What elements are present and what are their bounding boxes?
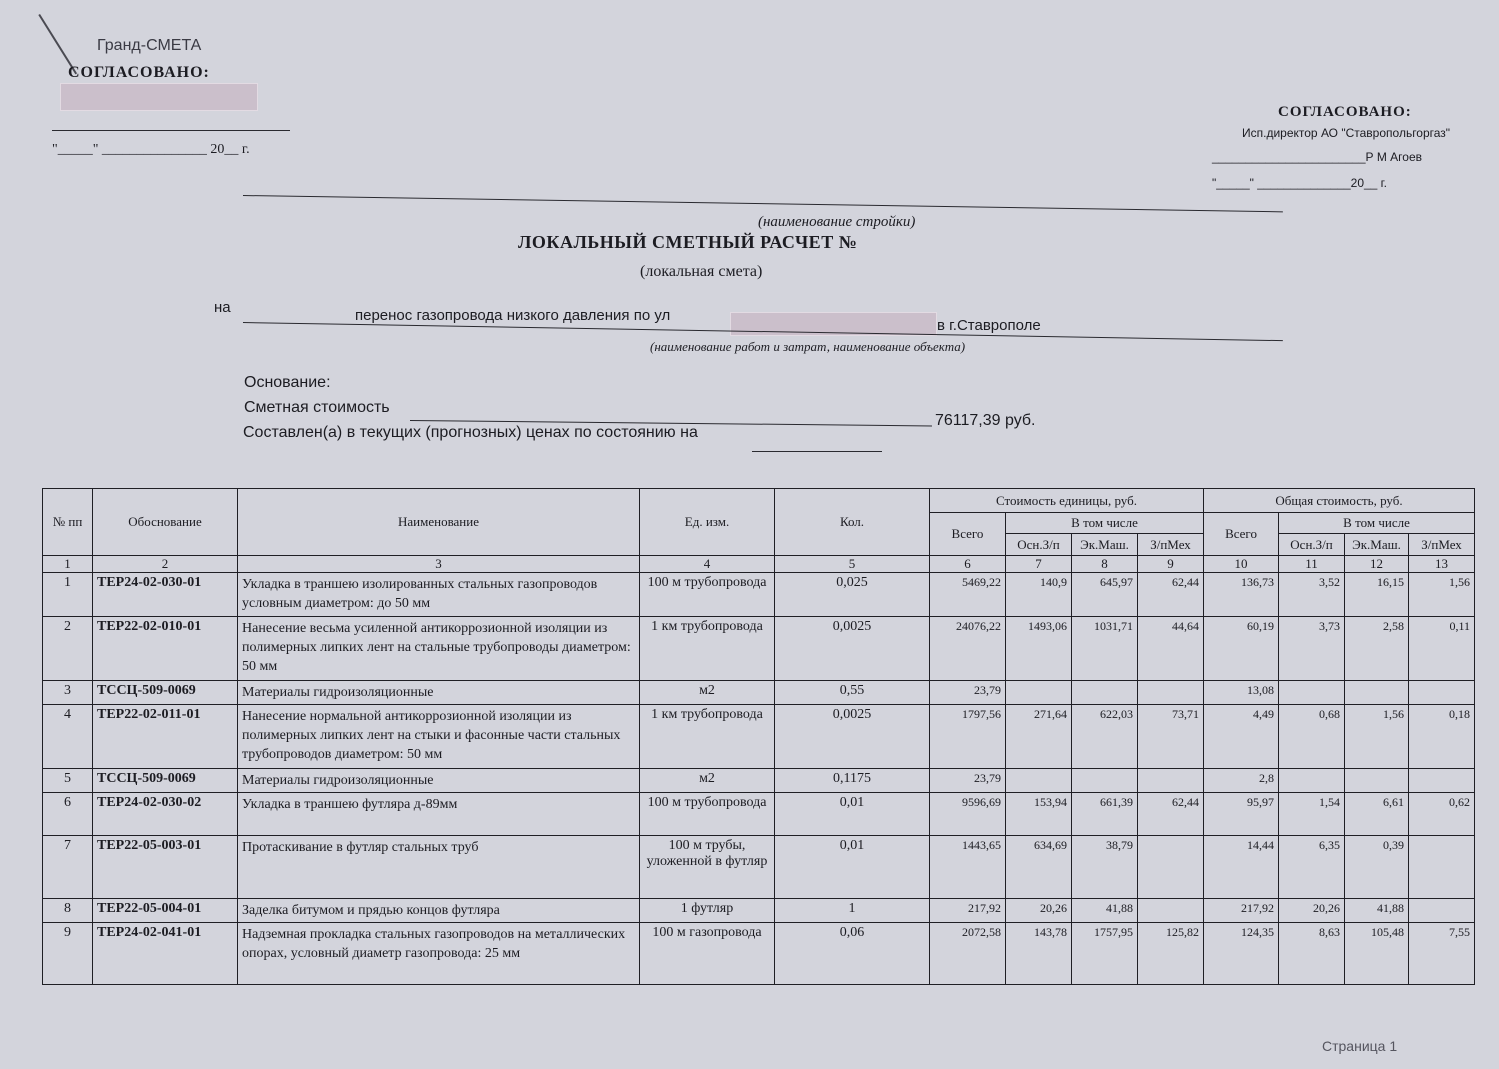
row-unit-mash: 1757,95 <box>1072 923 1138 985</box>
row-total-mash: 105,48 <box>1345 923 1409 985</box>
row-code: ТССЦ-509-0069 <box>93 769 238 793</box>
row-total: 14,44 <box>1204 836 1279 899</box>
row-total-mash <box>1345 769 1409 793</box>
header-unit: Ед. изм. <box>640 489 775 556</box>
row-code: ТЕР22-02-010-01 <box>93 617 238 681</box>
row-unit-mex: 62,44 <box>1138 793 1204 836</box>
work-description-caption: (наименование работ и затрат, наименование объекта) <box>650 339 966 354</box>
row-unit-osn: 634,69 <box>1006 836 1072 899</box>
row-total-mex: 7,55 <box>1409 923 1475 985</box>
right-approval-signer: _______________________Р М Агоев <box>1212 150 1423 164</box>
row-unit: м2 <box>640 681 775 705</box>
row-total-osn: 1,54 <box>1279 793 1345 836</box>
row-number: 4 <box>43 705 93 769</box>
row-unit-osn <box>1006 769 1072 793</box>
site-name-line <box>243 195 1283 212</box>
row-quantity: 0,0025 <box>775 705 930 769</box>
row-total: 60,19 <box>1204 617 1279 681</box>
row-unit-osn: 271,64 <box>1006 705 1072 769</box>
row-number: 1 <box>43 573 93 617</box>
row-unit-osn <box>1006 681 1072 705</box>
prices-date-label: Составлен(а) в текущих (прогнозных) ценах по состоянию на <box>243 424 698 441</box>
row-number: 5 <box>43 769 93 793</box>
row-total: 136,73 <box>1204 573 1279 617</box>
row-total-osn: 6,35 <box>1279 836 1345 899</box>
row-unit-mash <box>1072 769 1138 793</box>
right-approval-title: СОГЛАСОВАНО: <box>1278 104 1412 120</box>
column-numbers-row <box>43 556 1475 573</box>
row-total-mex: 0,11 <box>1409 617 1475 681</box>
header-overall-total: Всего <box>1204 513 1279 556</box>
row-total-mash: 41,88 <box>1345 899 1409 923</box>
row-total: 13,08 <box>1204 681 1279 705</box>
row-unit-mash: 645,97 <box>1072 573 1138 617</box>
row-name: Нанесение нормальной антикоррозионной изоляции из полимерных липких лент на стыки и фасонные части стальных трубопроводов диаметром: 50 мм <box>238 705 640 769</box>
table-row <box>43 923 1475 985</box>
header-total-cost: Общая стоимость, руб. <box>1204 489 1475 513</box>
row-total: 95,97 <box>1204 793 1279 836</box>
basis-label: Основание: <box>244 374 331 391</box>
row-total-osn: 8,63 <box>1279 923 1345 985</box>
column-number: 8 <box>1072 556 1138 573</box>
row-code: ТССЦ-509-0069 <box>93 681 238 705</box>
row-total: 124,35 <box>1204 923 1279 985</box>
row-unit-mash: 661,39 <box>1072 793 1138 836</box>
work-description-start: перенос газопровода низкого давления по ул <box>355 307 671 324</box>
row-quantity: 0,1175 <box>775 769 930 793</box>
column-number: 3 <box>238 556 640 573</box>
row-quantity: 0,06 <box>775 923 930 985</box>
site-name-caption: (наименование стройки) <box>758 214 916 230</box>
document-subtitle: (локальная смета) <box>640 263 763 280</box>
row-unit-osn: 153,94 <box>1006 793 1072 836</box>
row-quantity: 0,0025 <box>775 617 930 681</box>
column-number: 10 <box>1204 556 1279 573</box>
table-row <box>43 836 1475 899</box>
column-number: 2 <box>93 556 238 573</box>
row-unit-mash: 38,79 <box>1072 836 1138 899</box>
header-overall-mex: З/пМех <box>1409 534 1475 556</box>
column-number: 5 <box>775 556 930 573</box>
row-total-osn: 3,52 <box>1279 573 1345 617</box>
row-unit-mex <box>1138 769 1204 793</box>
table-row <box>43 573 1475 617</box>
document-title: ЛОКАЛЬНЫЙ СМЕТНЫЙ РАСЧЕТ № <box>518 232 858 252</box>
estimate-table <box>42 488 1475 985</box>
row-code: ТЕР24-02-041-01 <box>93 923 238 985</box>
row-quantity: 0,55 <box>775 681 930 705</box>
row-unit: 100 м трубопровода <box>640 793 775 836</box>
work-description-end: в г.Ставрополе <box>937 317 1041 334</box>
column-number: 12 <box>1345 556 1409 573</box>
row-total-mash: 16,15 <box>1345 573 1409 617</box>
row-unit-total: 1797,56 <box>930 705 1006 769</box>
row-total: 4,49 <box>1204 705 1279 769</box>
row-name: Укладка в траншею футляра д-89мм <box>238 793 640 836</box>
row-unit-total: 24076,22 <box>930 617 1006 681</box>
estimated-cost-value: 76117,39 руб. <box>935 412 1036 429</box>
row-total-mex <box>1409 769 1475 793</box>
header-unit-mex: З/пМех <box>1138 534 1204 556</box>
row-unit: 100 м газопровода <box>640 923 775 985</box>
column-number: 11 <box>1279 556 1345 573</box>
table-row <box>43 617 1475 681</box>
table-row <box>43 769 1475 793</box>
row-number: 2 <box>43 617 93 681</box>
row-code: ТЕР24-02-030-01 <box>93 573 238 617</box>
row-number: 7 <box>43 836 93 899</box>
row-total-mash: 2,58 <box>1345 617 1409 681</box>
header-unit-mash: Эк.Маш. <box>1072 534 1138 556</box>
row-unit-mex <box>1138 899 1204 923</box>
row-name: Надземная прокладка стальных газопроводов на металлических опорах, условный диаметр газопровода: 25 мм <box>238 923 640 985</box>
row-unit: 100 м трубы, уложенной в футляр <box>640 836 775 899</box>
row-unit-osn: 143,78 <box>1006 923 1072 985</box>
table-row <box>43 681 1475 705</box>
row-total-mex <box>1409 836 1475 899</box>
row-number: 6 <box>43 793 93 836</box>
row-unit-total: 2072,58 <box>930 923 1006 985</box>
row-quantity: 0,01 <box>775 836 930 899</box>
table-row <box>43 899 1475 923</box>
row-unit-mash: 1031,71 <box>1072 617 1138 681</box>
header-name: Наименование <box>238 489 640 556</box>
row-unit: 1 км трубопровода <box>640 617 775 681</box>
row-unit: 1 км трубопровода <box>640 705 775 769</box>
row-number: 8 <box>43 899 93 923</box>
row-total-mex <box>1409 681 1475 705</box>
column-number: 6 <box>930 556 1006 573</box>
column-number: 13 <box>1409 556 1475 573</box>
row-unit: 1 футляр <box>640 899 775 923</box>
row-unit-mex <box>1138 681 1204 705</box>
work-prefix: на <box>214 299 231 316</box>
row-total-osn <box>1279 769 1345 793</box>
row-unit-mex <box>1138 836 1204 899</box>
row-unit: 100 м трубопровода <box>640 573 775 617</box>
row-total: 2,8 <box>1204 769 1279 793</box>
row-total-osn: 20,26 <box>1279 899 1345 923</box>
row-total-mash: 1,56 <box>1345 705 1409 769</box>
row-total-mex: 0,18 <box>1409 705 1475 769</box>
header-number: № пп <box>43 489 93 556</box>
row-total-mash: 6,61 <box>1345 793 1409 836</box>
row-name: Заделка битумом и прядью концов футляра <box>238 899 640 923</box>
row-total-osn <box>1279 681 1345 705</box>
row-total: 217,92 <box>1204 899 1279 923</box>
header-overall-osn: Осн.З/п <box>1279 534 1345 556</box>
row-name: Укладка в траншею изолированных стальных газопроводов условным диаметром: до 50 мм <box>238 573 640 617</box>
row-total-mex: 0,62 <box>1409 793 1475 836</box>
header-unit-osn: Осн.З/п <box>1006 534 1072 556</box>
program-logo: Гранд-СМЕТА <box>97 37 202 54</box>
header-unit-total: Всего <box>930 513 1006 556</box>
column-number: 9 <box>1138 556 1204 573</box>
row-total-osn: 3,73 <box>1279 617 1345 681</box>
estimated-cost-label: Сметная стоимость <box>244 399 390 416</box>
row-unit-mex: 44,64 <box>1138 617 1204 681</box>
header-overall-including: В том числе <box>1279 513 1475 534</box>
column-number: 7 <box>1006 556 1072 573</box>
prices-date-line <box>752 451 882 452</box>
header-quantity: Кол. <box>775 489 930 556</box>
column-number: 4 <box>640 556 775 573</box>
row-name: Материалы гидроизоляционные <box>238 681 640 705</box>
row-number: 3 <box>43 681 93 705</box>
row-unit-total: 23,79 <box>930 681 1006 705</box>
row-quantity: 1 <box>775 899 930 923</box>
row-unit-osn: 140,9 <box>1006 573 1072 617</box>
row-unit: м2 <box>640 769 775 793</box>
row-total-mex <box>1409 899 1475 923</box>
row-code: ТЕР24-02-030-02 <box>93 793 238 836</box>
header-unit-cost: Стоимость единицы, руб. <box>930 489 1204 513</box>
row-quantity: 0,01 <box>775 793 930 836</box>
row-unit-osn: 20,26 <box>1006 899 1072 923</box>
row-unit-mash: 41,88 <box>1072 899 1138 923</box>
row-total-osn: 0,68 <box>1279 705 1345 769</box>
row-total-mex: 1,56 <box>1409 573 1475 617</box>
right-approval-date: "_____" ______________20__ г. <box>1212 176 1387 190</box>
row-code: ТЕР22-02-011-01 <box>93 705 238 769</box>
right-approval-position: Исп.директор АО "Ставропольгоргаз" <box>1242 126 1451 140</box>
row-name: Протаскивание в футляр стальных труб <box>238 836 640 899</box>
row-unit-total: 23,79 <box>930 769 1006 793</box>
row-unit-mex: 62,44 <box>1138 573 1204 617</box>
table-row <box>43 793 1475 836</box>
redacted-left-signer <box>60 83 258 111</box>
left-signature-line <box>52 130 290 131</box>
page-footer: Страница 1 <box>1322 1038 1398 1054</box>
header-unit-including: В том числе <box>1006 513 1204 534</box>
row-quantity: 0,025 <box>775 573 930 617</box>
row-unit-mex: 73,71 <box>1138 705 1204 769</box>
left-approval-date: "_____" _______________ 20__ г. <box>52 142 250 157</box>
row-unit-total: 5469,22 <box>930 573 1006 617</box>
row-unit-mash <box>1072 681 1138 705</box>
row-number: 9 <box>43 923 93 985</box>
row-unit-total: 217,92 <box>930 899 1006 923</box>
row-unit-total: 1443,65 <box>930 836 1006 899</box>
column-number: 1 <box>43 556 93 573</box>
left-approval-title: СОГЛАСОВАНО: <box>68 64 210 81</box>
row-name: Материалы гидроизоляционные <box>238 769 640 793</box>
row-code: ТЕР22-05-004-01 <box>93 899 238 923</box>
row-unit-total: 9596,69 <box>930 793 1006 836</box>
row-total-mash: 0,39 <box>1345 836 1409 899</box>
row-unit-mash: 622,03 <box>1072 705 1138 769</box>
row-name: Нанесение весьма усиленной антикоррозионной изоляции из полимерных липких лент на стальные трубопроводы диаметром: 50 мм <box>238 617 640 681</box>
header-basis: Обоснование <box>93 489 238 556</box>
table-row <box>43 705 1475 769</box>
row-unit-osn: 1493,06 <box>1006 617 1072 681</box>
row-unit-mex: 125,82 <box>1138 923 1204 985</box>
header-overall-mash: Эк.Маш. <box>1345 534 1409 556</box>
row-code: ТЕР22-05-003-01 <box>93 836 238 899</box>
row-total-mash <box>1345 681 1409 705</box>
